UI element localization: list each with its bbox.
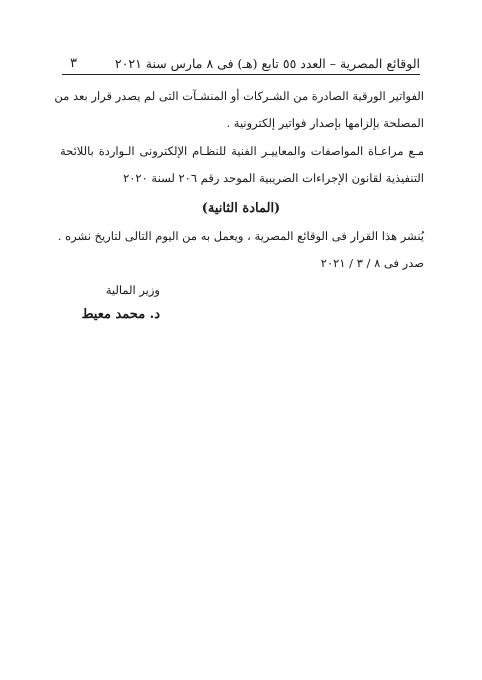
paragraph-1-line-2: المصلحة بإلزامها بإصدار فواتير إلكترونية . <box>226 116 424 130</box>
paragraph-2-line-1: مـع مراعـاة المواصفات والمعاييـر الفنية للنظـام الإلكترونى الـواردة باللائحة <box>60 144 424 158</box>
minister-title: وزير المالية <box>105 283 160 297</box>
page-number: ٣ <box>70 55 77 71</box>
header-title: الوقائع المصرية – العدد ٥٥ تابع (هـ) فى ٨ مارس سنة ٢٠٢١ <box>114 55 420 71</box>
minister-name: د. محمد معيط <box>81 307 160 322</box>
paragraph-1-line-1: الفواتير الورقية الصادرة من الشـركات أو المنشـآت التى لم يصدر قرار بعد من <box>54 89 424 103</box>
paragraph-2-line-2: التنفيذية لقانون الإجراءات الضريبية الموحد رقم ٢٠٦ لسنة ٢٠٢٠ <box>123 171 424 185</box>
header-divider <box>62 74 420 75</box>
issued-date: صدر فى ٨ / ٣ / ٢٠٢١ <box>320 256 424 270</box>
page-header <box>62 53 420 73</box>
paragraph-3: يُنشر هذا القرار فى الوقائع المصرية ، ويعمل به من اليوم التالى لتاريخ نشره . <box>57 229 424 243</box>
article-heading: (المادة الثانية) <box>201 201 281 216</box>
